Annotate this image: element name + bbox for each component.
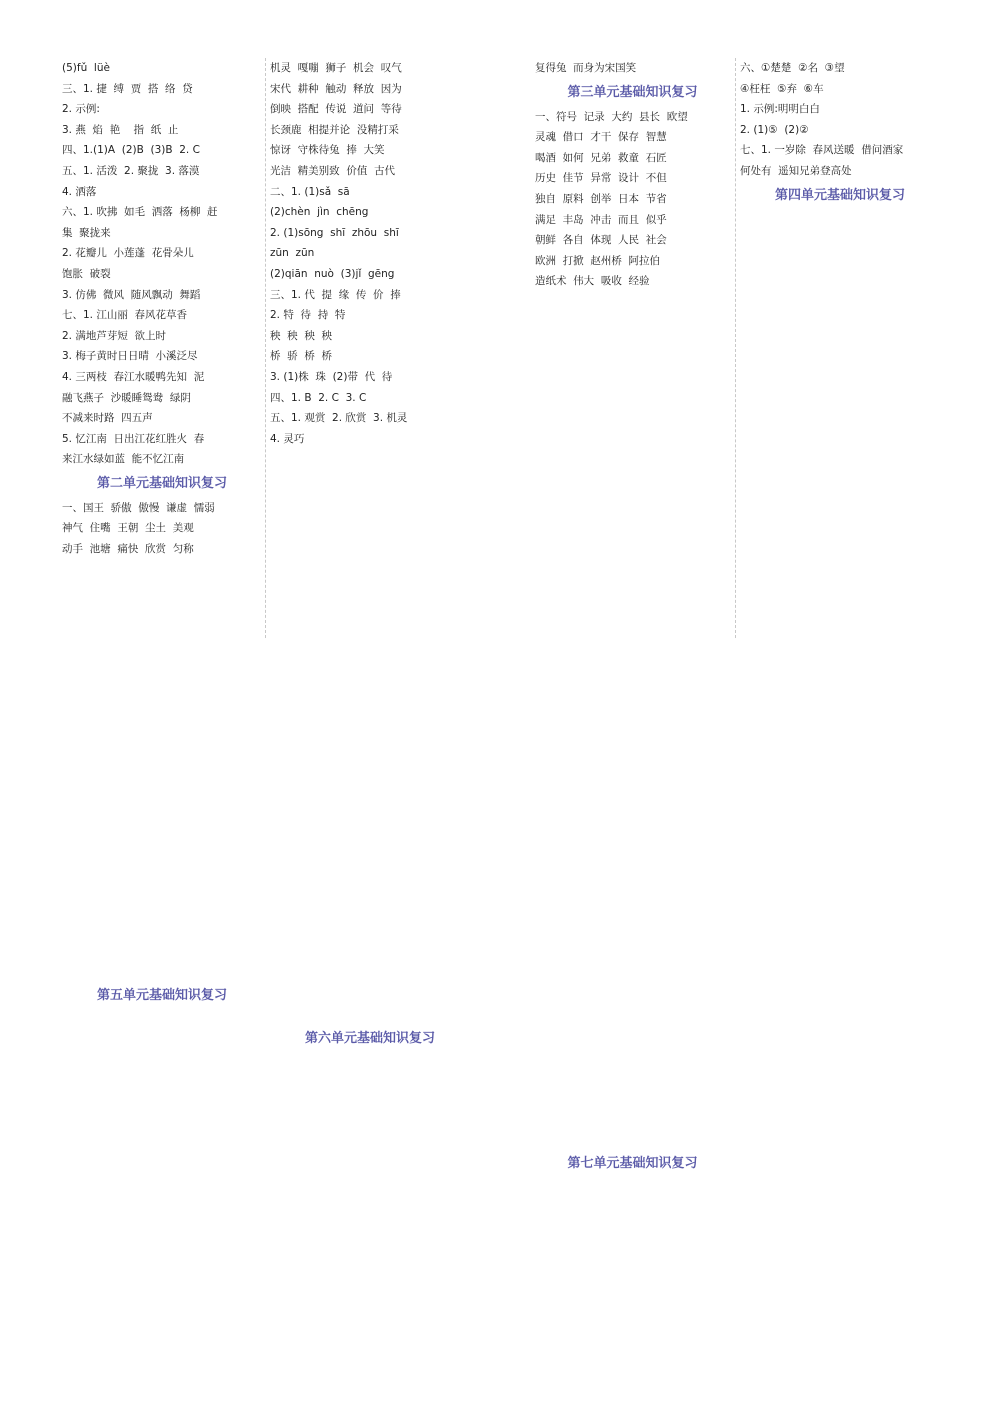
answer-line: 满足 丰岛 冲击 而且 似乎 [535,213,667,226]
answer-column-mid-right [740,58,940,210]
answer-line: 光洁 精美别致 价值 古代 [270,164,396,177]
answer-line: 动手 池塘 痛快 欣赏 匀称 [62,543,194,556]
answer-line: 2. 特 待 持 特 [270,309,346,322]
unit-review-title: 第四单元基础知识复习 [774,187,905,203]
answer-line: 喝酒 如何 兄弟 救童 石匠 [535,151,667,164]
answer-line: 宋代 耕种 触动 释放 因为 [270,82,402,95]
unit-review-title: 第三单元基础知识复习 [567,84,698,100]
answer-line: 四、1. B 2. C 3. C [270,391,367,404]
answer-line: 4. 灵巧 [270,432,305,445]
answer-line: 机灵 嘎嘣 狮子 机会 叹气 [270,62,402,74]
unit-review-title: 第六单元基础知识复习 [304,1031,435,1046]
answer-line: 五、1. 观赏 2. 欣赏 3. 机灵 [270,412,408,425]
answer-line: 3. 梅子黄时日日晴 小溪泛尽 [62,350,198,363]
answer-line: 融飞燕子 沙暖睡鸳鸯 绿阴 [62,391,191,404]
answer-line: (2)qiān nuò (3)jǐ gēng [270,267,395,280]
answer-line: 3. (1)株 珠 (2)带 代 待 [270,370,393,383]
answer-line: 桥 骄 桥 桥 [270,350,333,363]
answer-line: zūn zūn [270,247,315,260]
answer-line: 2. (1)sōng shī zhōu shī [270,226,399,239]
answer-line: 神气 住嘴 王朝 尘土 美观 [62,522,194,535]
answer-line: 欧洲 打掀 赵州桥 阿拉伯 [535,254,661,267]
answer-line: 3. 仿佛 微风 随风飘动 舞蹈 [62,288,201,301]
answer-line: 三、1. 捷 缚 贾 搭 络 贷 [62,82,193,95]
answer-line: ④枉枉 ⑤弃 ⑥车 [740,82,824,95]
answer-line: 惊讶 守株待兔 捧 大笑 [270,144,385,157]
answer-line: 朝鲜 各自 体现 人民 社会 [535,234,667,247]
answer-column-top-left [62,58,262,560]
answer-line: 历史 佳节 异常 设计 不但 [535,172,667,185]
answer-line: 2. 花瓣儿 小莲蓬 花骨朵儿 [62,247,194,260]
answer-line: 来江水绿如蓝 能不忆江南 [62,453,185,466]
answer-line: 集 聚拢来 [62,226,111,239]
answer-line: 4. 洒落 [62,185,97,198]
answer-line: 2. 满地芦芽短 欲上时 [62,329,167,342]
column-divider [735,58,736,638]
answer-line: 1. 示例:明明白白 [740,103,820,116]
answer-line: (5)fǔ lüè [62,62,110,74]
answer-line: 二、1. (1)sǎ sā [270,185,350,198]
unit-review-title: 第二单元基础知识复习 [96,475,227,491]
unit-review-title: 第五单元基础知识复习 [96,988,227,1003]
answer-line: 3. 燕 焰 艳 指 纸 止 [62,123,179,136]
answer-line: 五、1. 活泼 2. 聚拢 3. 落漠 [62,164,200,177]
answer-line: 2. 示例: [62,103,100,116]
answer-line: 六、1. 吹拂 如毛 洒落 杨柳 赶 [62,206,218,219]
unit-review-title: 第七单元基础知识复习 [567,1156,698,1171]
answer-line: 一、符号 记录 大约 县长 欧望 [535,110,688,123]
answer-line: 独自 原料 创举 日本 节省 [535,192,667,205]
answer-line: 饱胀 破裂 [62,267,111,280]
answer-line: 灵魂 借口 才干 保存 智慧 [535,131,667,144]
answer-line: (2)chèn jìn chēng [270,206,369,219]
answer-line: 倒映 搭配 传说 道问 等待 [270,103,402,116]
answer-line: 秧 秧 秧 秧 [270,329,333,342]
answer-column-mid-left [535,58,730,292]
answer-line: 三、1. 代 提 缘 传 价 捧 [270,288,401,301]
answer-line: 四、1.(1)A (2)B (3)B 2. C [62,144,200,157]
answer-line: 七、1. 江山丽 春风花草香 [62,309,188,322]
answer-line: 2. (1)⑤ (2)② [740,123,809,136]
column-divider [265,58,266,638]
answer-line: 长颈鹿 相提并论 没精打采 [270,123,399,136]
answer-line: 六、①楚楚 ②名 ③望 [740,62,845,74]
answer-line: 造纸术 伟大 吸收 经验 [535,275,650,288]
answer-line: 一、国王 骄傲 傲慢 谦虚 懦弱 [62,501,215,514]
answer-line: 不减来时路 四五声 [62,412,153,425]
answer-column-top-right [270,58,460,449]
answer-line: 复得兔 而身为宋国笑 [535,62,637,74]
answer-line: 何处有 遥知兄弟登高处 [740,164,852,177]
answer-line: 七、1. 一岁除 春风送暖 借问酒家 [740,144,904,157]
answer-line: 5. 忆江南 日出江花红胜火 春 [62,432,205,445]
answer-line: 4. 三两枝 春江水暖鸭先知 泥 [62,370,205,383]
